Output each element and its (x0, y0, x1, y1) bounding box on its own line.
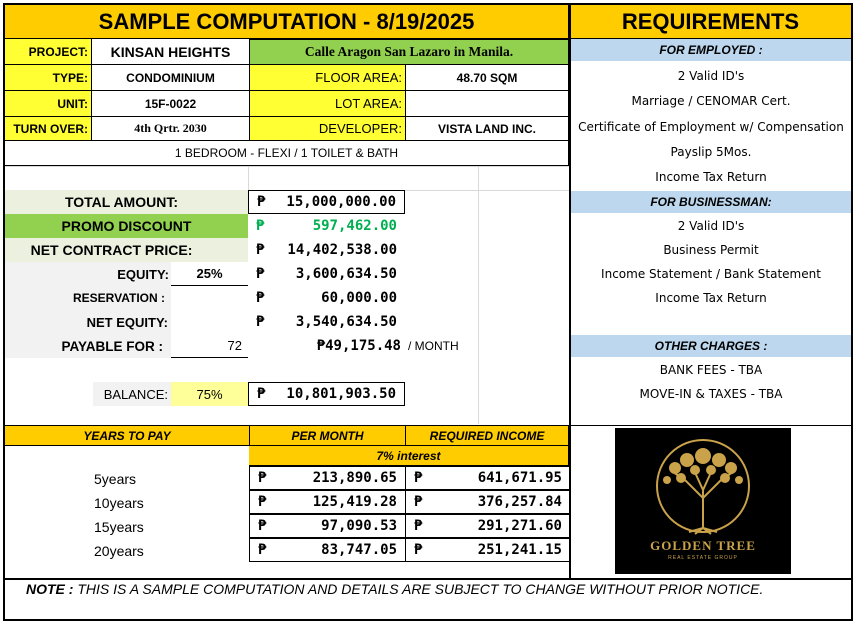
ncp-label: NET CONTRACT PRICE: (5, 238, 248, 262)
employed-item: Certificate of Employment w/ Compensation (578, 120, 844, 134)
business-item: 2 Valid ID's (677, 219, 745, 233)
required-income-amount: ₱ 641,671.95 (406, 466, 570, 490)
type-label: TYPE: (5, 65, 92, 91)
business-item: Income Statement / Bank Statement (601, 267, 821, 281)
years-header: YEARS TO PAY (5, 425, 249, 446)
other-charges-header: OTHER CHARGES : (571, 335, 851, 357)
project-label: PROJECT: (5, 39, 92, 65)
unit-description: 1 BEDROOM - FLEXI / 1 TOILET & BATH (5, 141, 570, 166)
years-to-pay: 20years (94, 543, 144, 559)
reservation-label: RESERVATION : (5, 286, 171, 310)
required-income-header: REQUIRED INCOME (406, 425, 570, 446)
disclaimer-note: NOTE : THIS IS A SAMPLE COMPUTATION AND DETAILS ARE SUBJECT TO CHANGE WITHOUT PRIOR NOTICE. (26, 581, 764, 597)
equity-value: ₱ 3,600,634.50 (256, 266, 397, 282)
employed-item: Marriage / CENOMAR Cert. (631, 94, 791, 108)
payable-label: PAYABLE FOR : (5, 334, 171, 358)
project-value: KINSAN HEIGHTS (92, 39, 249, 65)
business-item: Business Permit (663, 243, 759, 257)
other-charge-item: BANK FEES - TBA (659, 363, 763, 377)
total-amount-label: TOTAL AMOUNT: (5, 190, 248, 214)
balance-label: BALANCE: (93, 382, 171, 406)
net-equity-value: ₱ 3,540,634.50 (256, 314, 397, 330)
developer-value: VISTA LAND INC. (406, 117, 570, 141)
floor-area-label: FLOOR AREA: (249, 65, 406, 91)
per-month-header: PER MONTH (249, 425, 406, 446)
years-to-pay: 10years (94, 495, 144, 511)
lot-area-value (406, 91, 570, 117)
promo-discount-label: PROMO DISCOUNT (5, 214, 248, 238)
golden-tree-logo (615, 428, 791, 574)
per-month-amount: ₱ 97,090.53 (249, 514, 406, 538)
project-address: Calle Aragon San Lazaro in Manila. (249, 39, 570, 65)
turnover-value: 4th Qrtr. 2030 (92, 117, 249, 141)
required-income-amount: ₱ 251,241.15 (406, 538, 570, 562)
floor-area-value: 48.70 SQM (406, 65, 570, 91)
developer-label: DEVELOPER: (249, 117, 406, 141)
logo-name: GOLDEN TREE (650, 538, 756, 553)
per-month-amount: ₱ 83,747.05 (249, 538, 406, 562)
unit-value: 15F-0022 (92, 91, 249, 117)
years-to-pay: 15years (94, 519, 144, 535)
years-to-pay: 5years (94, 471, 137, 487)
employed-header: FOR EMPLOYED : (571, 39, 851, 61)
balance-percent: 75% (171, 382, 248, 406)
employed-item: Income Tax Return (655, 170, 767, 184)
payable-months: 72 (171, 334, 248, 358)
business-item: Income Tax Return (655, 291, 767, 305)
turnover-label: TURN OVER: (5, 117, 92, 141)
total-amount-value: ₱ 15,000,000.00 (248, 190, 405, 214)
page-title: SAMPLE COMPUTATION - 8/19/2025 (5, 5, 570, 39)
required-income-amount: ₱ 376,257.84 (406, 490, 570, 514)
interest-rate: 7% interest (249, 446, 570, 466)
employed-item: 2 Valid ID's (677, 69, 745, 83)
equity-percent: 25% (171, 262, 248, 286)
per-month-amount: ₱ 125,419.28 (249, 490, 406, 514)
lot-area-label: LOT AREA: (249, 91, 406, 117)
equity-label: EQUITY: (5, 262, 171, 286)
net-equity-label: NET EQUITY: (5, 310, 171, 334)
balance-value: ₱ 10,801,903.50 (248, 382, 405, 406)
per-month-amount: ₱ 213,890.65 (249, 466, 406, 490)
promo-discount-value: ₱ 597,462.00 (256, 218, 397, 234)
ncp-value: ₱ 14,402,538.00 (256, 242, 397, 258)
type-value: CONDOMINIUM (92, 65, 249, 91)
logo-tagline: REAL ESTATE GROUP (668, 555, 738, 561)
other-charge-item: MOVE-IN & TAXES - TBA (639, 387, 783, 401)
reservation-value: ₱ 60,000.00 (256, 290, 397, 306)
required-income-amount: ₱ 291,271.60 (406, 514, 570, 538)
monthly-amortization: ₱49,175.48 (316, 338, 401, 354)
employed-item: Payslip 5Mos. (670, 145, 752, 159)
unit-label: UNIT: (5, 91, 92, 117)
business-header: FOR BUSINESSMAN: (571, 191, 851, 213)
requirements-title: REQUIREMENTS (570, 5, 851, 39)
per-month-suffix: / MONTH (408, 339, 459, 353)
